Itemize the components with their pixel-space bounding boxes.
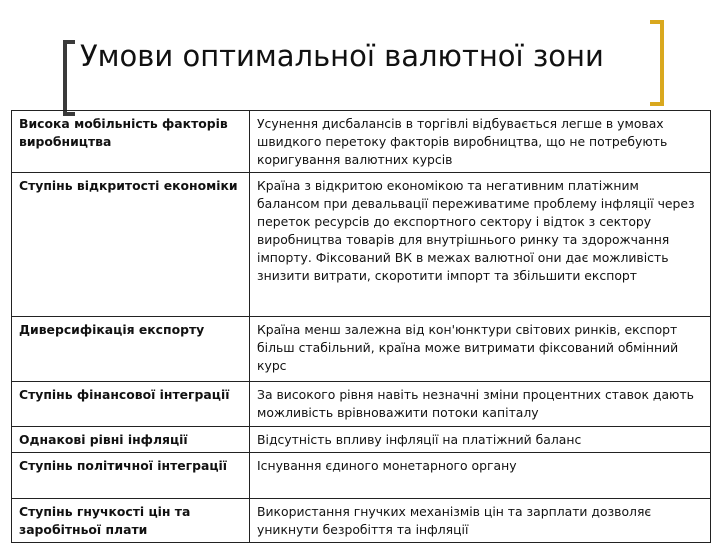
description-cell: Країна з відкритою економікою та негативним платіжним балансом при девальвації переживатиме проблему інфляції через переток ресурсів до експортного сектору і відток з сектору виробництва товарів для внутрішнього ринку та здорожчання імпорту. Фіксований ВК в межах валютної они дає можливість знизити витрати, скоротити імпорт та збільшити експорт — [250, 173, 711, 317]
factor-cell: Ступінь політичної інтеграції — [12, 453, 250, 499]
factor-cell: Ступінь відкритості економіки — [12, 173, 250, 317]
table-row — [12, 317, 711, 382]
table-row — [12, 427, 711, 453]
table-row — [12, 382, 711, 427]
description-cell: Країна менш залежна від кон'юнктури світових ринків, експорт більш стабільний, країна може витримати фіксований обмінний курс — [250, 317, 711, 382]
description-cell: За високого рівня навіть незначні зміни процентних ставок дають можливість врівноважити потоки капіталу — [250, 382, 711, 427]
description-cell: Усунення дисбалансів в торгівлі відбувається легше в умовах швидкого перетоку факторів виробництва, що не потребують коригування валютних курсів — [250, 111, 711, 173]
left-bracket-decoration — [63, 40, 75, 116]
conditions-table — [11, 110, 711, 543]
factor-cell: Ступінь гнучкості цін та заробітньої плати — [12, 499, 250, 543]
table-row — [12, 453, 711, 499]
description-cell: Існування єдиного монетарного органу — [250, 453, 711, 499]
table-row — [12, 173, 711, 317]
table-row — [12, 499, 711, 543]
slide-title: Умови оптимальної валютної зони — [80, 39, 604, 73]
factor-cell: Висока мобільність факторів виробництва — [12, 111, 250, 173]
right-bracket-decoration — [650, 20, 664, 106]
factor-cell: Однакові рівні інфляції — [12, 427, 250, 453]
conditions-table-container — [11, 110, 711, 543]
factor-cell: Ступінь фінансової інтеграції — [12, 382, 250, 427]
description-cell: Використання гнучких механізмів цін та зарплати дозволяє уникнути безробіття та інфляції — [250, 499, 711, 543]
factor-cell: Диверсифікація експорту — [12, 317, 250, 382]
description-cell: Відсутність впливу інфляції на платіжний баланс — [250, 427, 711, 453]
table-row — [12, 111, 711, 173]
